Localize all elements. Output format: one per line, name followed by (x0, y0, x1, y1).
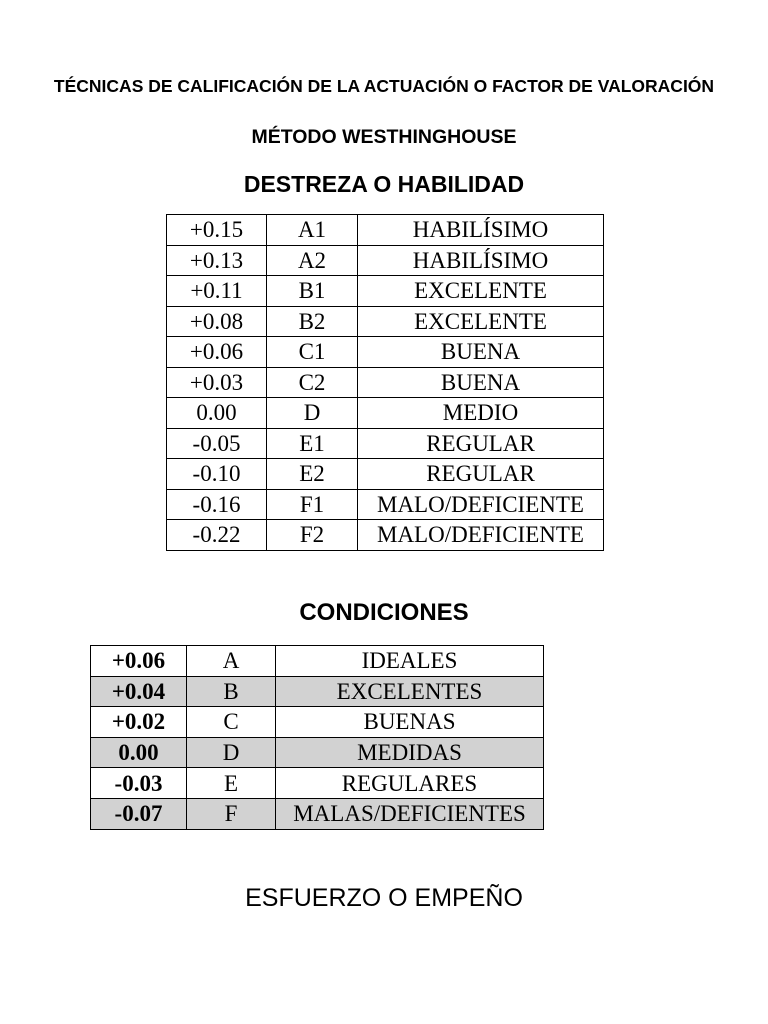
value-cell: 0.00 (167, 398, 267, 429)
code-cell: E1 (267, 428, 358, 459)
table-row (167, 459, 604, 490)
code-cell: F (187, 798, 276, 829)
value-cell: +0.11 (167, 276, 267, 307)
code-cell: E2 (267, 459, 358, 490)
label-cell: EXCELENTES (276, 676, 544, 707)
value-cell: +0.15 (167, 215, 267, 246)
value-cell: 0.00 (91, 737, 187, 768)
table-row (91, 768, 544, 799)
condiciones-table-body (91, 646, 544, 830)
value-cell: +0.06 (91, 646, 187, 677)
destreza-table-body (167, 215, 604, 551)
value-cell: -0.03 (91, 768, 187, 799)
condiciones-table (90, 645, 544, 830)
label-cell: REGULAR (358, 459, 604, 490)
value-cell: -0.07 (91, 798, 187, 829)
code-cell: B2 (267, 306, 358, 337)
code-cell: B1 (267, 276, 358, 307)
value-cell: +0.02 (91, 707, 187, 738)
esfuerzo-heading: ESFUERZO O EMPEÑO (245, 884, 523, 912)
value-cell: -0.05 (167, 428, 267, 459)
label-cell: MALO/DEFICIENTE (358, 489, 604, 520)
value-cell: -0.16 (167, 489, 267, 520)
table-row (167, 520, 604, 551)
label-cell: HABILÍSIMO (358, 215, 604, 246)
code-cell: F1 (267, 489, 358, 520)
value-cell: -0.22 (167, 520, 267, 551)
value-cell: +0.06 (167, 337, 267, 368)
table-row (167, 398, 604, 429)
table-row (91, 646, 544, 677)
value-cell: +0.08 (167, 306, 267, 337)
page-title: TÉCNICAS DE CALIFICACIÓN DE LA ACTUACIÓN O FACTOR DE VALORACIÓN (53, 76, 715, 96)
label-cell: BUENA (358, 337, 604, 368)
code-cell: A1 (267, 215, 358, 246)
label-cell: REGULAR (358, 428, 604, 459)
value-cell: +0.13 (167, 245, 267, 276)
value-cell: +0.03 (167, 367, 267, 398)
label-cell: MALO/DEFICIENTE (358, 520, 604, 551)
table-row (167, 489, 604, 520)
table-row (91, 707, 544, 738)
value-cell: +0.04 (91, 676, 187, 707)
table-row (167, 337, 604, 368)
label-cell: BUENA (358, 367, 604, 398)
destreza-table (166, 214, 604, 551)
code-cell: A (187, 646, 276, 677)
table-row (91, 737, 544, 768)
label-cell: EXCELENTE (358, 306, 604, 337)
table-row (167, 428, 604, 459)
code-cell: C2 (267, 367, 358, 398)
code-cell: D (267, 398, 358, 429)
label-cell: BUENAS (276, 707, 544, 738)
code-cell: A2 (267, 245, 358, 276)
table-row (91, 676, 544, 707)
table-row (167, 276, 604, 307)
method-subtitle: MÉTODO WESTHINGHOUSE (251, 126, 517, 148)
label-cell: MEDIO (358, 398, 604, 429)
table-row (91, 798, 544, 829)
code-cell: D (187, 737, 276, 768)
condiciones-heading: CONDICIONES (299, 599, 469, 626)
label-cell: EXCELENTE (358, 276, 604, 307)
code-cell: B (187, 676, 276, 707)
label-cell: MEDIDAS (276, 737, 544, 768)
code-cell: C (187, 707, 276, 738)
table-row (167, 215, 604, 246)
code-cell: F2 (267, 520, 358, 551)
label-cell: MALAS/DEFICIENTES (276, 798, 544, 829)
table-row (167, 245, 604, 276)
label-cell: HABILÍSIMO (358, 245, 604, 276)
label-cell: REGULARES (276, 768, 544, 799)
value-cell: -0.10 (167, 459, 267, 490)
table-row (167, 367, 604, 398)
code-cell: C1 (267, 337, 358, 368)
code-cell: E (187, 768, 276, 799)
label-cell: IDEALES (276, 646, 544, 677)
table-row (167, 306, 604, 337)
destreza-heading: DESTREZA O HABILIDAD (243, 171, 525, 197)
